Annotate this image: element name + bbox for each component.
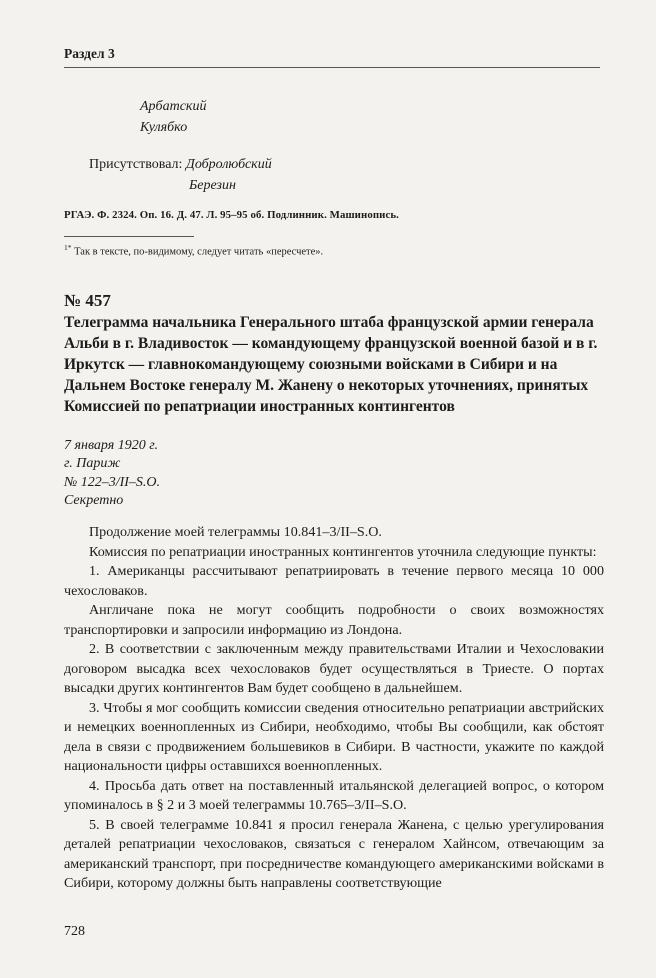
paragraph: 4. Просьба дать ответ на поставленный итальянской делегацией вопрос, о котором упоминалось в § 2 и 3 моей телеграммы 10.765–3/II–S.O. xyxy=(64,777,604,813)
paragraph: 5. В своей телеграмме 10.841 я просил генерала Жанена, с целью урегулирования деталей репатриации чехословаков, связаться с генералом Хайнсом, отвечающим за американский транспорт, при посредничестве командующего американскими войсками в Сибири, которому должны быть направлены соответствующие xyxy=(64,816,604,891)
document-ref-number: № 122–3/II–S.O. xyxy=(64,474,161,490)
present-label: Присутствовал: xyxy=(89,157,183,172)
document-classification: Секретно xyxy=(64,492,124,508)
paragraph: 3. Чтобы я мог сообщить комиссии сведения относительно репатриации австрийских и немецких военнопленных из Сибири, необходимо, чтобы Вы сообщили, как обстоят дела в связи с продвижением большевиков в Сибири. В частности, укажите по каждой национальности цифры оставшихся военнопленных. xyxy=(64,699,604,774)
document-number: № 457 xyxy=(64,291,111,310)
body-text xyxy=(64,523,604,894)
present-name: Березин xyxy=(189,178,236,193)
footnote xyxy=(64,241,323,260)
footnote-text: Так в тексте, по-видимому, следует читать «пересчете». xyxy=(74,246,324,258)
archive-reference: РГАЭ. Ф. 2324. Оп. 16. Д. 47. Л. 95–95 об. Подлинник. Машинопись. xyxy=(64,209,399,221)
paragraph: Продолжение моей телеграммы 10.841–3/II–S.O. xyxy=(89,524,382,540)
paragraph: Комиссия по репатриации иностранных контингентов уточнила следующие пункты: xyxy=(89,543,597,560)
signature-name: Арбатский xyxy=(140,99,207,114)
page-number: 728 xyxy=(64,924,85,939)
present-row xyxy=(64,154,604,175)
document-meta xyxy=(64,437,160,510)
document-date: 7 января 1920 г. xyxy=(64,438,159,453)
footnote-mark: 1* xyxy=(64,243,72,252)
signature-name: Кулябко xyxy=(140,120,188,135)
document-place: г. Париж xyxy=(64,456,121,472)
paragraph: Англичане пока не могут сообщить подробности о своих возможностях транспортировки и запросили информацию из Лондона. xyxy=(64,602,604,638)
signature-block xyxy=(64,96,604,196)
present-name: Добролюбский xyxy=(185,157,272,172)
header-rule xyxy=(64,67,600,68)
paragraph: 1. Американцы рассчитывают репатриировать в течение первого месяца 10 000 чехословаков. xyxy=(64,563,604,599)
document-title: Телеграмма начальника Генерального штаба французской армии генерала Альби в г. Владивосток — командующему французской военной базой и в г. Иркутск — главнокомандующему союзными войсками в Сибири и на Дальнем Востоке генералу М. Жанену о некоторых уточнениях, принятых Комиссией по репатриации иностранных контингентов xyxy=(64,314,598,415)
footnote-rule xyxy=(64,236,194,237)
paragraph: 2. В соответствии с заключенным между правительствами Италии и Чехословакии договором высадка всех чехословаков будет осуществляться в Триесте. О портах высадки других контингентов Вам будет сообщено в дальнейшем. xyxy=(64,641,604,696)
section-header: Раздел 3 xyxy=(64,46,115,61)
